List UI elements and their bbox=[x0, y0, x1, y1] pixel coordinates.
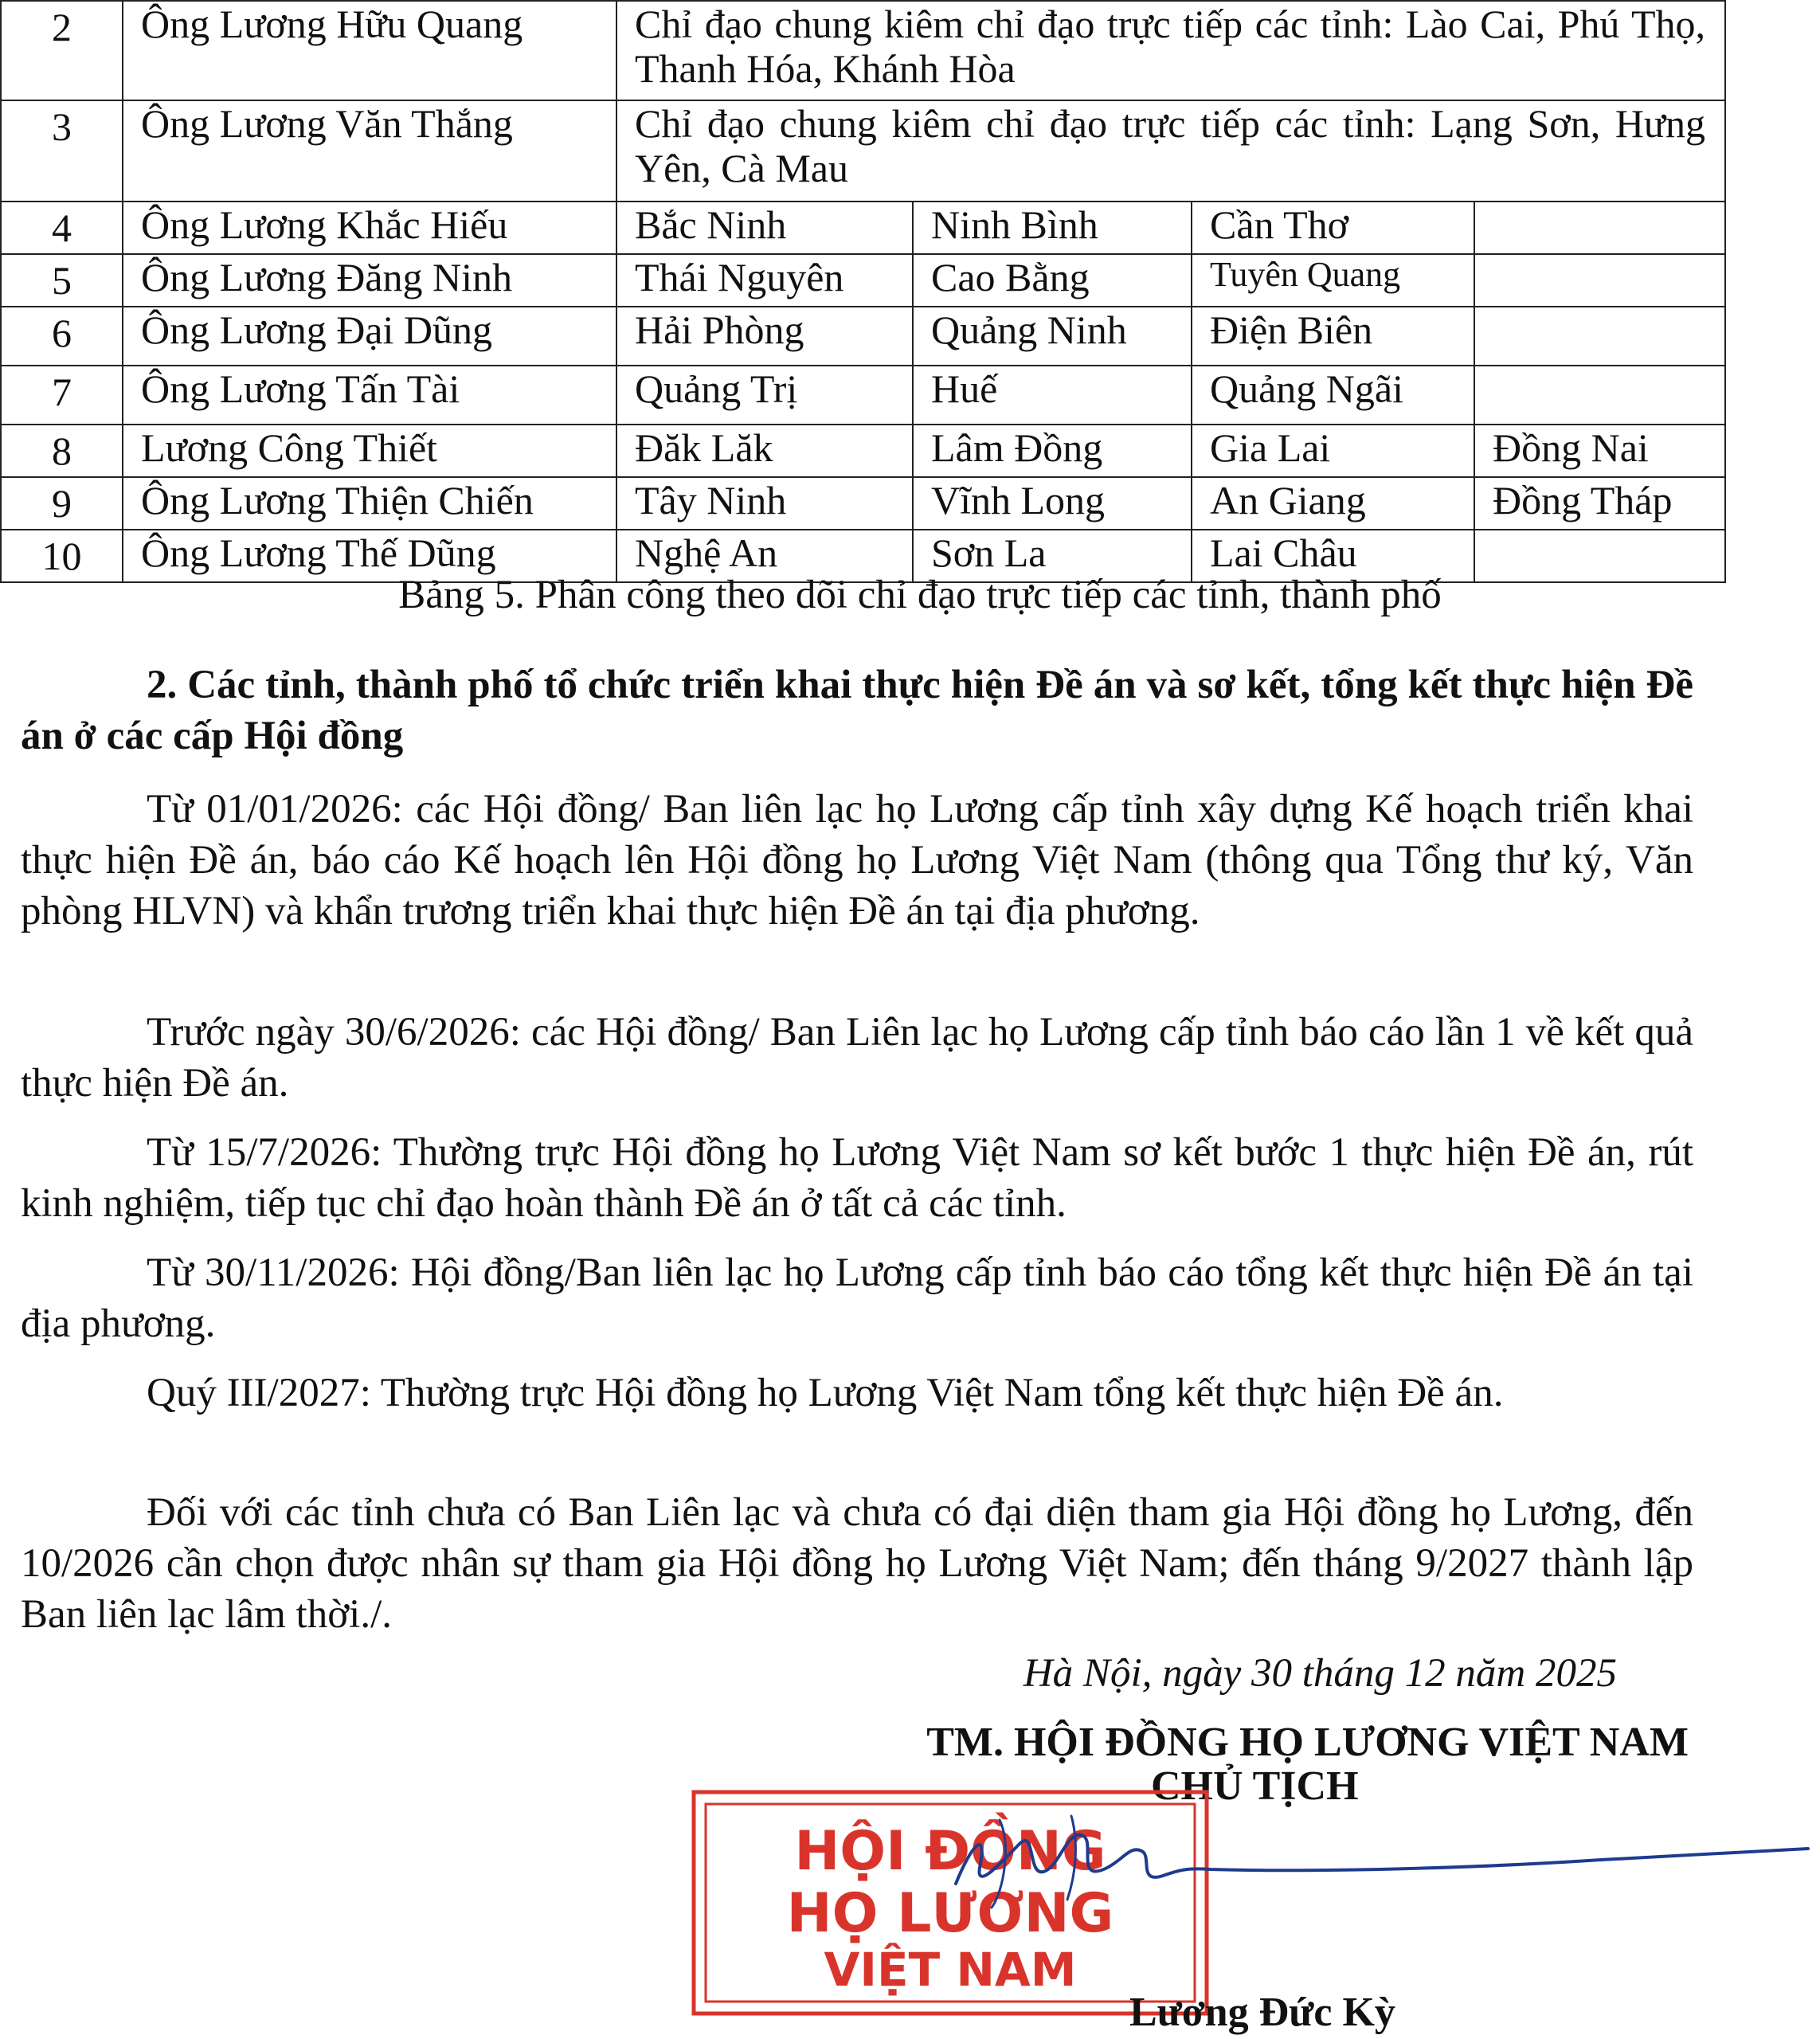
province-cell: Huế bbox=[913, 366, 1192, 425]
table-caption: Bảng 5. Phân công theo dõi chỉ đạo trực tiếp các tỉnh, thành phố bbox=[398, 573, 1442, 617]
member-name: Ông Lương Văn Thắng bbox=[123, 100, 616, 202]
province-cell: Lâm Đồng bbox=[913, 425, 1192, 477]
row-number: 4 bbox=[1, 202, 123, 254]
province-cell bbox=[1474, 366, 1725, 425]
paragraph: Từ 15/7/2026: Thường trực Hội đồng họ Lương Việt Nam sơ kết bước 1 thực hiện Đề án, rút kinh nghiệm, tiếp tục chỉ đạo hoàn thành Đề án ở tất cả các tỉnh. bbox=[21, 1130, 1693, 1226]
member-name: Ông Lương Thế Dũng bbox=[123, 530, 616, 582]
paragraph: Đối với các tỉnh chưa có Ban Liên lạc và chưa có đại diện tham gia Hội đồng họ Lương, đến 10/2026 cần chọn được nhân sự tham gia Hội đồng họ Lương Việt Nam; đến tháng 9/2027 thành lập Ban liên lạc lâm thời./. bbox=[21, 1490, 1693, 1637]
member-name: Ông Lương Khắc Hiếu bbox=[123, 202, 616, 254]
svg-text:HỘI ĐỒNG: HỘI ĐỒNG bbox=[794, 1820, 1106, 1883]
province-cell: Cần Thơ bbox=[1192, 202, 1474, 254]
province-cell: Quảng Trị bbox=[616, 366, 913, 425]
province-cell: Tây Ninh bbox=[616, 477, 913, 530]
section-heading: 2. Các tỉnh, thành phố tổ chức triển khai thực hiện Đề án và sơ kết, tổng kết thực hiện Đề án ở các cấp Hội đồng bbox=[21, 663, 1693, 758]
row-number: 7 bbox=[1, 366, 123, 425]
province-cell: Nghệ An bbox=[616, 530, 913, 582]
province-cell: Đăk Lăk bbox=[616, 425, 913, 477]
province-cell: Điện Biên bbox=[1192, 307, 1474, 366]
table-row bbox=[1, 425, 1725, 477]
member-name: Lương Công Thiết bbox=[123, 425, 616, 477]
table-row bbox=[1, 477, 1725, 530]
province-cell: Hải Phòng bbox=[616, 307, 913, 366]
row-number: 5 bbox=[1, 254, 123, 307]
row-number: 8 bbox=[1, 425, 123, 477]
duty-description: Chỉ đạo chung kiêm chỉ đạo trực tiếp các tỉnh: Lạng Sơn, Hưng Yên, Cà Mau bbox=[616, 100, 1725, 202]
province-cell: Quảng Ninh bbox=[913, 307, 1192, 366]
province-cell: Gia Lai bbox=[1192, 425, 1474, 477]
member-name: Ông Lương Thiện Chiến bbox=[123, 477, 616, 530]
svg-text:VIỆT NAM: VIỆT NAM bbox=[824, 1943, 1077, 1997]
member-name: Ông Lương Đăng Ninh bbox=[123, 254, 616, 307]
row-number: 10 bbox=[1, 530, 123, 582]
signature bbox=[924, 1796, 1816, 1916]
signer-name: Lương Đức Kỳ bbox=[1129, 1990, 1395, 2035]
paragraph: Trước ngày 30/6/2026: các Hội đồng/ Ban Liên lạc họ Lương cấp tỉnh báo cáo lần 1 về kết quả thực hiện Đề án. bbox=[21, 1010, 1693, 1106]
duty-description: Chỉ đạo chung kiêm chỉ đạo trực tiếp các tỉnh: Lào Cai, Phú Thọ, Thanh Hóa, Khánh Hòa bbox=[616, 1, 1725, 100]
province-cell: Đồng Nai bbox=[1474, 425, 1725, 477]
row-number: 2 bbox=[1, 1, 123, 100]
row-number: 9 bbox=[1, 477, 123, 530]
role-title: CHỦ TỊCH bbox=[1151, 1763, 1359, 1809]
province-cell: Quảng Ngãi bbox=[1192, 366, 1474, 425]
province-cell: Tuyên Quang bbox=[1192, 254, 1474, 307]
province-cell bbox=[1474, 254, 1725, 307]
table-row bbox=[1, 366, 1725, 425]
row-number: 6 bbox=[1, 307, 123, 366]
province-cell: Ninh Bình bbox=[913, 202, 1192, 254]
table-row bbox=[1, 100, 1725, 202]
date-line: Hà Nội, ngày 30 tháng 12 năm 2025 bbox=[1023, 1651, 1617, 1696]
assignment-table bbox=[0, 0, 1724, 583]
paragraph: Từ 30/11/2026: Hội đồng/Ban liên lạc họ Lương cấp tỉnh báo cáo tổng kết thực hiện Đề án tại địa phương. bbox=[21, 1250, 1693, 1346]
svg-text:HỌ LƯƠNG: HỌ LƯƠNG bbox=[786, 1882, 1114, 1945]
province-cell bbox=[1474, 202, 1725, 254]
table-row bbox=[1, 254, 1725, 307]
province-cell: Bắc Ninh bbox=[616, 202, 913, 254]
member-name: Ông Lương Hữu Quang bbox=[123, 1, 616, 100]
province-cell: Sơn La bbox=[913, 530, 1192, 582]
province-cell: Vĩnh Long bbox=[913, 477, 1192, 530]
province-cell: An Giang bbox=[1192, 477, 1474, 530]
province-cell: Đồng Tháp bbox=[1474, 477, 1725, 530]
member-name: Ông Lương Tấn Tài bbox=[123, 366, 616, 425]
member-name: Ông Lương Đại Dũng bbox=[123, 307, 616, 366]
organization-line: TM. HỘI ĐỒNG HỌ LƯƠNG VIỆT NAM bbox=[926, 1720, 1689, 1765]
row-number: 3 bbox=[1, 100, 123, 202]
table-row bbox=[1, 202, 1725, 254]
province-cell: Cao Bằng bbox=[913, 254, 1192, 307]
province-cell: Lai Châu bbox=[1192, 530, 1474, 582]
table-row bbox=[1, 307, 1725, 366]
paragraph: Từ 01/01/2026: các Hội đồng/ Ban liên lạc họ Lương cấp tỉnh xây dựng Kế hoạch triển khai thực hiện Đề án, báo cáo Kế hoạch lên Hội đồng họ Lương Việt Nam (thông qua Tổng thư ký, Văn phòng HLVN) và khẩn trương triển khai thực hiện Đề án tại địa phương. bbox=[21, 787, 1693, 933]
province-cell bbox=[1474, 307, 1725, 366]
table-row bbox=[1, 1, 1725, 100]
province-cell: Thái Nguyên bbox=[616, 254, 913, 307]
paragraph: Quý III/2027: Thường trực Hội đồng họ Lương Việt Nam tổng kết thực hiện Đề án. bbox=[147, 1371, 1504, 1415]
